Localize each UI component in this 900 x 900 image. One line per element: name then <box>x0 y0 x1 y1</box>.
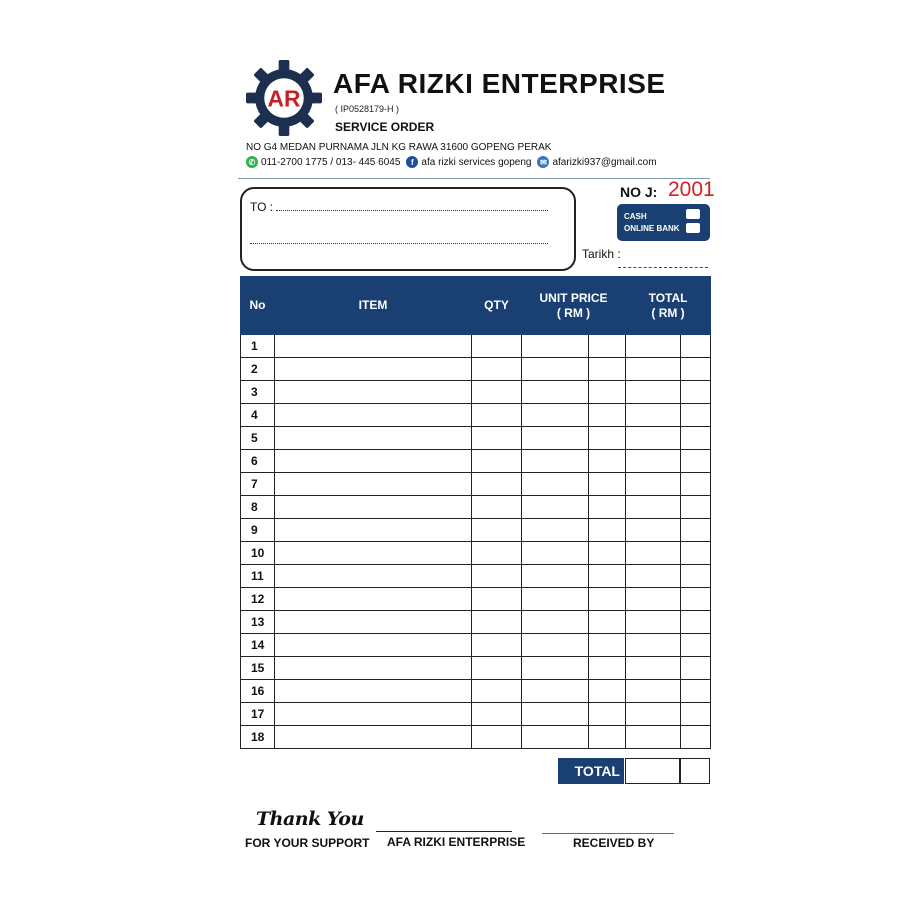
col-header-unit-price <box>522 277 626 335</box>
table-row <box>241 450 711 473</box>
unit-price-sen-cell[interactable] <box>589 335 626 358</box>
total-rm-cell[interactable] <box>626 473 681 496</box>
item-cell[interactable] <box>275 473 472 496</box>
row-number: 18 <box>241 726 275 749</box>
total-sen-cell[interactable] <box>681 404 711 427</box>
qty-cell[interactable] <box>472 657 522 680</box>
item-cell[interactable] <box>275 450 472 473</box>
unit-price-rm-cell[interactable] <box>522 657 589 680</box>
facebook-contact <box>406 156 531 168</box>
table-row <box>241 519 711 542</box>
table-row <box>241 703 711 726</box>
col-header-total <box>626 277 711 335</box>
row-number: 11 <box>241 565 275 588</box>
total-sen-cell[interactable] <box>681 335 711 358</box>
unit-price-sen-cell[interactable] <box>589 473 626 496</box>
unit-price-rm-cell[interactable] <box>522 611 589 634</box>
unit-price-rm-cell[interactable] <box>522 680 589 703</box>
qty-cell[interactable] <box>472 519 522 542</box>
total-sen-cell[interactable] <box>681 427 711 450</box>
company-name: AFA RIZKI ENTERPRISE <box>333 68 666 99</box>
col-header-item: ITEM <box>275 277 472 335</box>
row-number: 13 <box>241 611 275 634</box>
receiver-signature-line[interactable] <box>542 833 674 834</box>
row-number: 2 <box>241 358 275 381</box>
unit-price-rm-cell[interactable] <box>522 450 589 473</box>
unit-price-rm-cell[interactable] <box>522 381 589 404</box>
unit-price-rm-cell[interactable] <box>522 726 589 749</box>
unit-price-sen-cell[interactable] <box>589 404 626 427</box>
total-rm-cell[interactable] <box>626 657 681 680</box>
online-bank-checkbox[interactable] <box>686 223 700 233</box>
row-number: 7 <box>241 473 275 496</box>
row-number: 14 <box>241 634 275 657</box>
total-sen-cell[interactable] <box>681 519 711 542</box>
qty-cell[interactable] <box>472 703 522 726</box>
facebook-icon: f <box>406 156 418 168</box>
cash-checkbox[interactable] <box>686 209 700 219</box>
document-title: SERVICE ORDER <box>335 120 435 134</box>
row-number: 16 <box>241 680 275 703</box>
total-sen-cell[interactable] <box>681 657 711 680</box>
row-number: 9 <box>241 519 275 542</box>
qty-cell[interactable] <box>472 381 522 404</box>
total-sen-cell[interactable] <box>681 588 711 611</box>
table-row <box>241 634 711 657</box>
total-sen-cell[interactable] <box>681 542 711 565</box>
gear-logo-icon <box>246 60 322 136</box>
unit-price-sen-cell[interactable] <box>589 496 626 519</box>
item-cell[interactable] <box>275 634 472 657</box>
total-rm-cell[interactable] <box>626 450 681 473</box>
unit-price-rm-cell[interactable] <box>522 634 589 657</box>
contact-bar <box>246 156 657 168</box>
total-sen-cell[interactable] <box>681 450 711 473</box>
table-row <box>241 611 711 634</box>
table-row <box>241 404 711 427</box>
qty-cell[interactable] <box>472 427 522 450</box>
col-header-qty: QTY <box>472 277 522 335</box>
unit-price-label: UNIT PRICE <box>539 290 608 305</box>
row-number: 5 <box>241 427 275 450</box>
unit-price-sen-cell[interactable] <box>589 542 626 565</box>
unit-price-sen-cell[interactable] <box>589 634 626 657</box>
col-header-no: No <box>241 277 275 335</box>
unit-price-unit: ( RM ) <box>556 305 591 320</box>
unit-price-sen-cell[interactable] <box>589 450 626 473</box>
qty-cell[interactable] <box>472 473 522 496</box>
item-cell[interactable] <box>275 542 472 565</box>
total-sen-cell[interactable] <box>681 611 711 634</box>
total-sen-cell[interactable] <box>681 703 711 726</box>
qty-cell[interactable] <box>472 496 522 519</box>
item-cell[interactable] <box>275 703 472 726</box>
unit-price-sen-cell[interactable] <box>589 611 626 634</box>
item-cell[interactable] <box>275 335 472 358</box>
qty-cell[interactable] <box>472 726 522 749</box>
item-cell[interactable] <box>275 404 472 427</box>
unit-price-sen-cell[interactable] <box>589 657 626 680</box>
whatsapp-icon: ✆ <box>246 156 258 168</box>
unit-price-sen-cell[interactable] <box>589 381 626 404</box>
total-rm-cell[interactable] <box>626 542 681 565</box>
unit-price-rm-cell[interactable] <box>522 588 589 611</box>
unit-price-rm-cell[interactable] <box>522 519 589 542</box>
item-cell[interactable] <box>275 588 472 611</box>
total-rm-cell[interactable] <box>626 358 681 381</box>
table-row <box>241 726 711 749</box>
item-cell[interactable] <box>275 611 472 634</box>
total-sen-cell[interactable] <box>681 473 711 496</box>
qty-cell[interactable] <box>472 588 522 611</box>
grand-total-rm-cell[interactable] <box>625 758 680 784</box>
table-row <box>241 381 711 404</box>
total-rm-cell[interactable] <box>626 726 681 749</box>
total-sen-cell[interactable] <box>681 496 711 519</box>
online-bank-label: ONLINE BANK <box>624 224 680 233</box>
row-number: 3 <box>241 381 275 404</box>
unit-price-sen-cell[interactable] <box>589 703 626 726</box>
qty-cell[interactable] <box>472 680 522 703</box>
table-row <box>241 680 711 703</box>
unit-price-sen-cell[interactable] <box>589 358 626 381</box>
table-row <box>241 358 711 381</box>
row-number: 15 <box>241 657 275 680</box>
items-body <box>241 335 711 749</box>
item-cell[interactable] <box>275 358 472 381</box>
date-label: Tarikh : <box>582 247 621 261</box>
unit-price-rm-cell[interactable] <box>522 473 589 496</box>
total-rm-cell[interactable] <box>626 588 681 611</box>
qty-cell[interactable] <box>472 634 522 657</box>
table-row <box>241 588 711 611</box>
total-rm-cell[interactable] <box>626 496 681 519</box>
item-cell[interactable] <box>275 565 472 588</box>
table-row <box>241 542 711 565</box>
total-rm-cell[interactable] <box>626 703 681 726</box>
header-divider <box>238 178 710 179</box>
email-text: afarizki937@gmail.com <box>552 156 657 168</box>
total-rm-cell[interactable] <box>626 427 681 450</box>
grand-total-sen-cell[interactable] <box>680 758 710 784</box>
unit-price-sen-cell[interactable] <box>589 427 626 450</box>
table-header-row <box>241 277 711 335</box>
order-number-label: NO J: <box>620 184 658 200</box>
table-row <box>241 427 711 450</box>
issuer-signature-label: AFA RIZKI ENTERPRISE <box>387 835 526 849</box>
row-number: 1 <box>241 335 275 358</box>
total-sen-cell[interactable] <box>681 381 711 404</box>
company-address: NO G4 MEDAN PURNAMA JLN KG RAWA 31600 GOPENG PERAK <box>246 142 552 153</box>
table-row <box>241 335 711 358</box>
qty-cell[interactable] <box>472 335 522 358</box>
to-name-field[interactable] <box>276 210 548 211</box>
item-cell[interactable] <box>275 657 472 680</box>
item-cell[interactable] <box>275 496 472 519</box>
unit-price-sen-cell[interactable] <box>589 519 626 542</box>
item-cell[interactable] <box>275 519 472 542</box>
items-table <box>240 276 711 749</box>
to-label: TO : <box>250 200 274 214</box>
unit-price-sen-cell[interactable] <box>589 680 626 703</box>
total-sen-cell[interactable] <box>681 680 711 703</box>
registration-number: ( IP0528179-H ) <box>335 104 400 114</box>
unit-price-rm-cell[interactable] <box>522 703 589 726</box>
row-number: 17 <box>241 703 275 726</box>
facebook-text: afa rizki services gopeng <box>421 156 532 168</box>
unit-price-rm-cell[interactable] <box>522 496 589 519</box>
cash-label: CASH <box>624 212 647 221</box>
qty-cell[interactable] <box>472 450 522 473</box>
qty-cell[interactable] <box>472 358 522 381</box>
unit-price-rm-cell[interactable] <box>522 542 589 565</box>
phone-contact <box>246 156 400 168</box>
row-number: 4 <box>241 404 275 427</box>
total-col-unit: ( RM ) <box>651 305 685 320</box>
customer-box <box>240 187 576 271</box>
total-rm-cell[interactable] <box>626 680 681 703</box>
total-rm-cell[interactable] <box>626 565 681 588</box>
qty-cell[interactable] <box>472 565 522 588</box>
total-sen-cell[interactable] <box>681 726 711 749</box>
date-field[interactable] <box>618 267 708 268</box>
qty-cell[interactable] <box>472 611 522 634</box>
unit-price-rm-cell[interactable] <box>522 404 589 427</box>
total-rm-cell[interactable] <box>626 611 681 634</box>
unit-price-sen-cell[interactable] <box>589 565 626 588</box>
total-sen-cell[interactable] <box>681 634 711 657</box>
total-rm-cell[interactable] <box>626 381 681 404</box>
receiver-signature-label: RECEIVED BY <box>573 836 655 850</box>
table-row <box>241 565 711 588</box>
unit-price-rm-cell[interactable] <box>522 358 589 381</box>
table-row <box>241 657 711 680</box>
total-sen-cell[interactable] <box>681 565 711 588</box>
unit-price-sen-cell[interactable] <box>589 588 626 611</box>
logo-monogram: AR <box>267 85 301 112</box>
item-cell[interactable] <box>275 680 472 703</box>
email-contact <box>537 156 656 168</box>
grand-total-label: TOTAL <box>558 758 624 784</box>
item-cell[interactable] <box>275 381 472 404</box>
total-rm-cell[interactable] <box>626 404 681 427</box>
to-address-field[interactable] <box>250 243 548 244</box>
item-cell[interactable] <box>275 726 472 749</box>
support-text: FOR YOUR SUPPORT <box>245 836 370 850</box>
unit-price-rm-cell[interactable] <box>522 565 589 588</box>
email-icon: ✉ <box>537 156 549 168</box>
unit-price-sen-cell[interactable] <box>589 726 626 749</box>
issuer-signature-line[interactable] <box>376 831 512 832</box>
thank-you-text: Thank You <box>256 808 364 830</box>
phone-text: 011-2700 1775 / 013- 445 6045 <box>261 156 401 168</box>
qty-cell[interactable] <box>472 542 522 565</box>
row-number: 10 <box>241 542 275 565</box>
total-rm-cell[interactable] <box>626 519 681 542</box>
total-rm-cell[interactable] <box>626 335 681 358</box>
qty-cell[interactable] <box>472 404 522 427</box>
unit-price-rm-cell[interactable] <box>522 427 589 450</box>
unit-price-rm-cell[interactable] <box>522 335 589 358</box>
order-number: 2001 <box>668 178 715 201</box>
row-number: 6 <box>241 450 275 473</box>
row-number: 8 <box>241 496 275 519</box>
item-cell[interactable] <box>275 427 472 450</box>
row-number: 12 <box>241 588 275 611</box>
table-row <box>241 473 711 496</box>
total-rm-cell[interactable] <box>626 634 681 657</box>
table-row <box>241 496 711 519</box>
total-col-label: TOTAL <box>648 290 688 305</box>
total-sen-cell[interactable] <box>681 358 711 381</box>
